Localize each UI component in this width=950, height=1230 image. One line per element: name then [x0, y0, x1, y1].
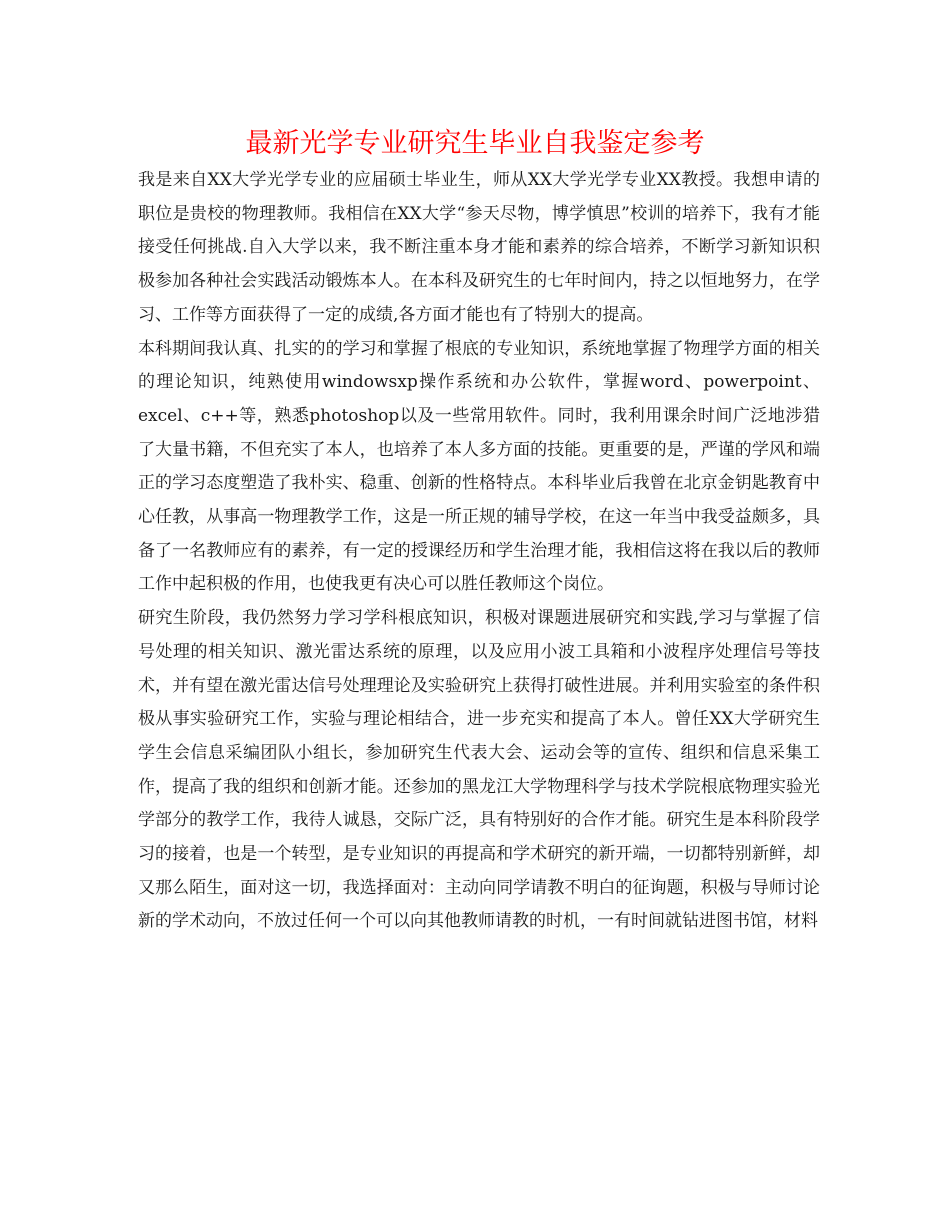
paragraph-introduction: 我是来自XX大学光学专业的应届硕士毕业生，师从XX大学光学专业XX教授。我想申请的职位是贵校的物理教师。我相信在XX大学“参天尽物，博学慎思”校训的培养下，我有才能接受任何挑战.自入大学以来，我不断注重本身才能和素养的综合培养，不断学习新知识积极参加各种社会实践活动锻炼本人。在本科及研究生的七年时间内，持之以恒地努力，在学习、工作等方面获得了一定的成绩,各方面才能也有了特别大的提高。 [138, 170, 820, 325]
document-title: 最新光学专业研究生毕业自我鉴定参考 [245, 128, 705, 159]
paragraph-undergraduate: 本科期间我认真、扎实的的学习和掌握了根底的专业知识，系统地掌握了物理学方面的相关的理论知识，纯熟使用windowsxp操作系统和办公软件，掌握word、powerpoint、excel、c++等，熟悉photoshop以及一些常用软件。同时，我利用课余时间广泛地涉猎了大量书籍，不但充实了本人，也培养了本人多方面的技能。更重要的是，严谨的学风和端正的学习态度塑造了我朴实、稳重、创新的性格特点。本科毕业后我曾在北京金钥匙教育中心任教，从事高一物理教学工作，这是一所正规的辅导学校，在这一年当中我受益颇多，具备了一名教师应有的素养，有一定的授课经历和学生治理才能，我相信这将在我以后的教师工作中起积极的作用，也使我更有决心可以胜任教师这个岗位。 [138, 338, 820, 595]
paragraph-graduate: 研究生阶段，我仍然努力学习学科根底知识，积极对课题进展研究和实践,学习与掌握了信号处理的相关知识、激光雷达系统的原理，以及应用小波工具箱和小波程序处理信号等技术，并有望在激光雷达信号处理理论及实验研究上获得打破性进展。并利用实验室的条件积极从事实验研究工作，实验与理论相结合，进一步充实和提高了本人。曾任XX大学研究生学生会信息采编团队小组长，参加研究生代表大会、运动会等的宣传、组织和信息采集工作，提高了我的组织和创新才能。还参加的黑龙江大学物理科学与技术学院根底物理实验光学部分的教学工作，我待人诚恳，交际广泛，具有特别好的合作才能。研究生是本科阶段学习的接着，也是一个转型，是专业知识的再提高和学术研究的新开端，一切都特别新鲜，却又那么陌生，面对这一切，我选择面对：主动向同学请教不明白的征询题，积极与导师讨论新的学术动向，不放过任何一个可以向其他教师请教的时机，一有时间就钻进图书馆，材料 [138, 608, 820, 932]
document-body [138, 164, 820, 939]
